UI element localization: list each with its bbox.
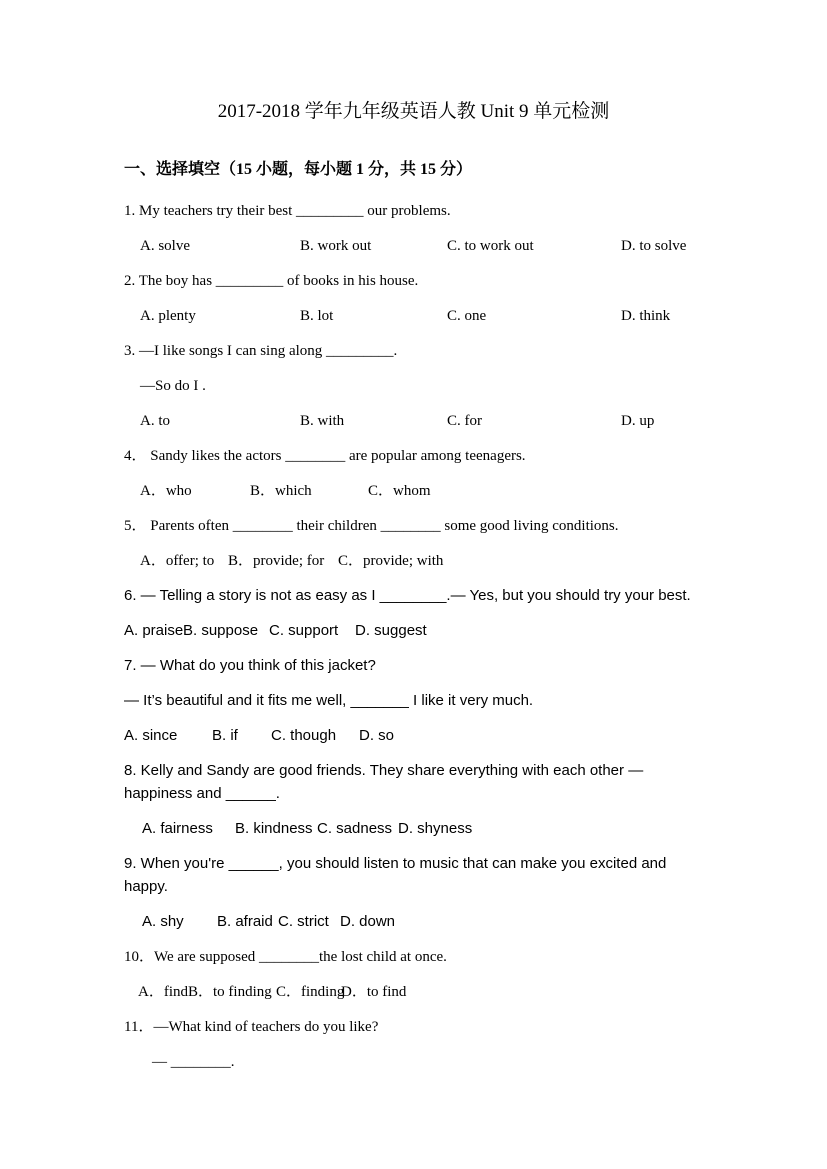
question-block bbox=[124, 515, 827, 572]
option-item: A. plenty bbox=[140, 308, 196, 324]
question-line: 7. — What do you think of this jacket? bbox=[124, 657, 376, 674]
option-item: B. afraid bbox=[217, 913, 273, 930]
question-block bbox=[124, 270, 827, 327]
question-line: 11．—What kind of teachers do you like? bbox=[124, 1019, 379, 1035]
section-heading: 一、选择填空（15 小题，每小题 1 分，共 15 分） bbox=[124, 161, 473, 178]
options-row bbox=[140, 410, 827, 432]
option-item: A. to bbox=[140, 413, 170, 429]
options-row bbox=[142, 911, 827, 933]
question-block bbox=[124, 946, 827, 1003]
option-item: B. kindness bbox=[235, 820, 313, 837]
options-row bbox=[140, 235, 827, 257]
option-item: B. if bbox=[212, 727, 238, 744]
question-block bbox=[124, 585, 827, 642]
option-item: D．to find bbox=[341, 984, 407, 1000]
option-item: A. solve bbox=[140, 238, 190, 254]
option-item: C. strict bbox=[278, 913, 329, 930]
document-body bbox=[124, 158, 827, 1073]
page-title: 2017-2018 学年九年级英语人教 Unit 9 单元检测 bbox=[217, 101, 610, 122]
option-item: D. shyness bbox=[398, 820, 473, 837]
options-row bbox=[140, 305, 827, 327]
question-line: 4． Sandy likes the actors ________ are popular among teenagers. bbox=[124, 448, 526, 464]
question-line: 9. When you're ______, you should listen to music that can make you excited and bbox=[124, 855, 667, 872]
option-item: A．who bbox=[140, 483, 192, 499]
option-item: D. suggest bbox=[355, 622, 427, 639]
option-item: C．whom bbox=[368, 483, 431, 499]
question-line: 5． Parents often ________ their children ________ some good living conditions. bbox=[124, 518, 619, 534]
question-block bbox=[124, 445, 827, 502]
option-item: D. so bbox=[359, 727, 395, 744]
question-block bbox=[124, 340, 827, 432]
option-item: C．provide; with bbox=[338, 553, 444, 569]
question-line: —So do I . bbox=[140, 378, 206, 394]
option-item: C. one bbox=[447, 308, 487, 324]
question-block bbox=[124, 1016, 827, 1073]
question-line: 1. My teachers try their best _________ our problems. bbox=[124, 203, 451, 219]
question-block bbox=[124, 853, 827, 933]
question-block bbox=[124, 760, 827, 840]
option-item: C. for bbox=[447, 413, 482, 429]
option-item: C．finding bbox=[276, 984, 345, 1000]
options-row bbox=[140, 480, 827, 502]
options-row bbox=[142, 818, 827, 840]
option-item: D. think bbox=[621, 308, 671, 324]
option-item: A．find bbox=[138, 984, 188, 1000]
option-item: D. to solve bbox=[621, 238, 687, 254]
option-item: A. since bbox=[124, 727, 178, 744]
question-line: happiness and ______. bbox=[124, 785, 280, 802]
option-item: B．provide; for bbox=[228, 553, 325, 569]
question-block bbox=[124, 200, 827, 257]
option-item: B．to finding bbox=[188, 984, 272, 1000]
question-line: 10．We are supposed ________the lost child at once. bbox=[124, 949, 447, 965]
option-item: D. down bbox=[340, 913, 396, 930]
options-row bbox=[124, 725, 827, 747]
option-item: B．which bbox=[250, 483, 312, 499]
options-row bbox=[124, 620, 827, 642]
options-row bbox=[140, 550, 827, 572]
option-item: C. to work out bbox=[447, 238, 534, 254]
options-row bbox=[138, 981, 827, 1003]
option-item: A. shy bbox=[142, 913, 184, 930]
question-line: 2. The boy has _________ of books in his house. bbox=[124, 273, 419, 289]
option-item: C. support bbox=[269, 622, 339, 639]
question-line: 8. Kelly and Sandy are good friends. They share everything with each other — bbox=[124, 762, 644, 779]
question-list bbox=[124, 200, 827, 1073]
question-line: 6. — Telling a story is not as easy as I ________.— Yes, but you should try your best. bbox=[124, 587, 691, 604]
option-item: A．offer; to bbox=[140, 553, 215, 569]
question-line: 3. —I like songs I can sing along _________. bbox=[124, 343, 398, 359]
option-item: A. praise bbox=[124, 622, 184, 639]
question-line: happy. bbox=[124, 878, 168, 895]
option-item: C. though bbox=[271, 727, 337, 744]
option-item: D. up bbox=[621, 413, 655, 429]
question-block bbox=[124, 655, 827, 747]
option-item: B. work out bbox=[300, 238, 372, 254]
option-item: B. suppose bbox=[183, 622, 259, 639]
option-item: B. with bbox=[300, 413, 345, 429]
question-line: — It’s beautiful and it fits me well, _______ I like it very much. bbox=[124, 692, 534, 709]
option-item: B. lot bbox=[300, 308, 334, 324]
option-item: C. sadness bbox=[317, 820, 393, 837]
option-item: A. fairness bbox=[142, 820, 213, 837]
question-line: — ________. bbox=[152, 1054, 235, 1070]
